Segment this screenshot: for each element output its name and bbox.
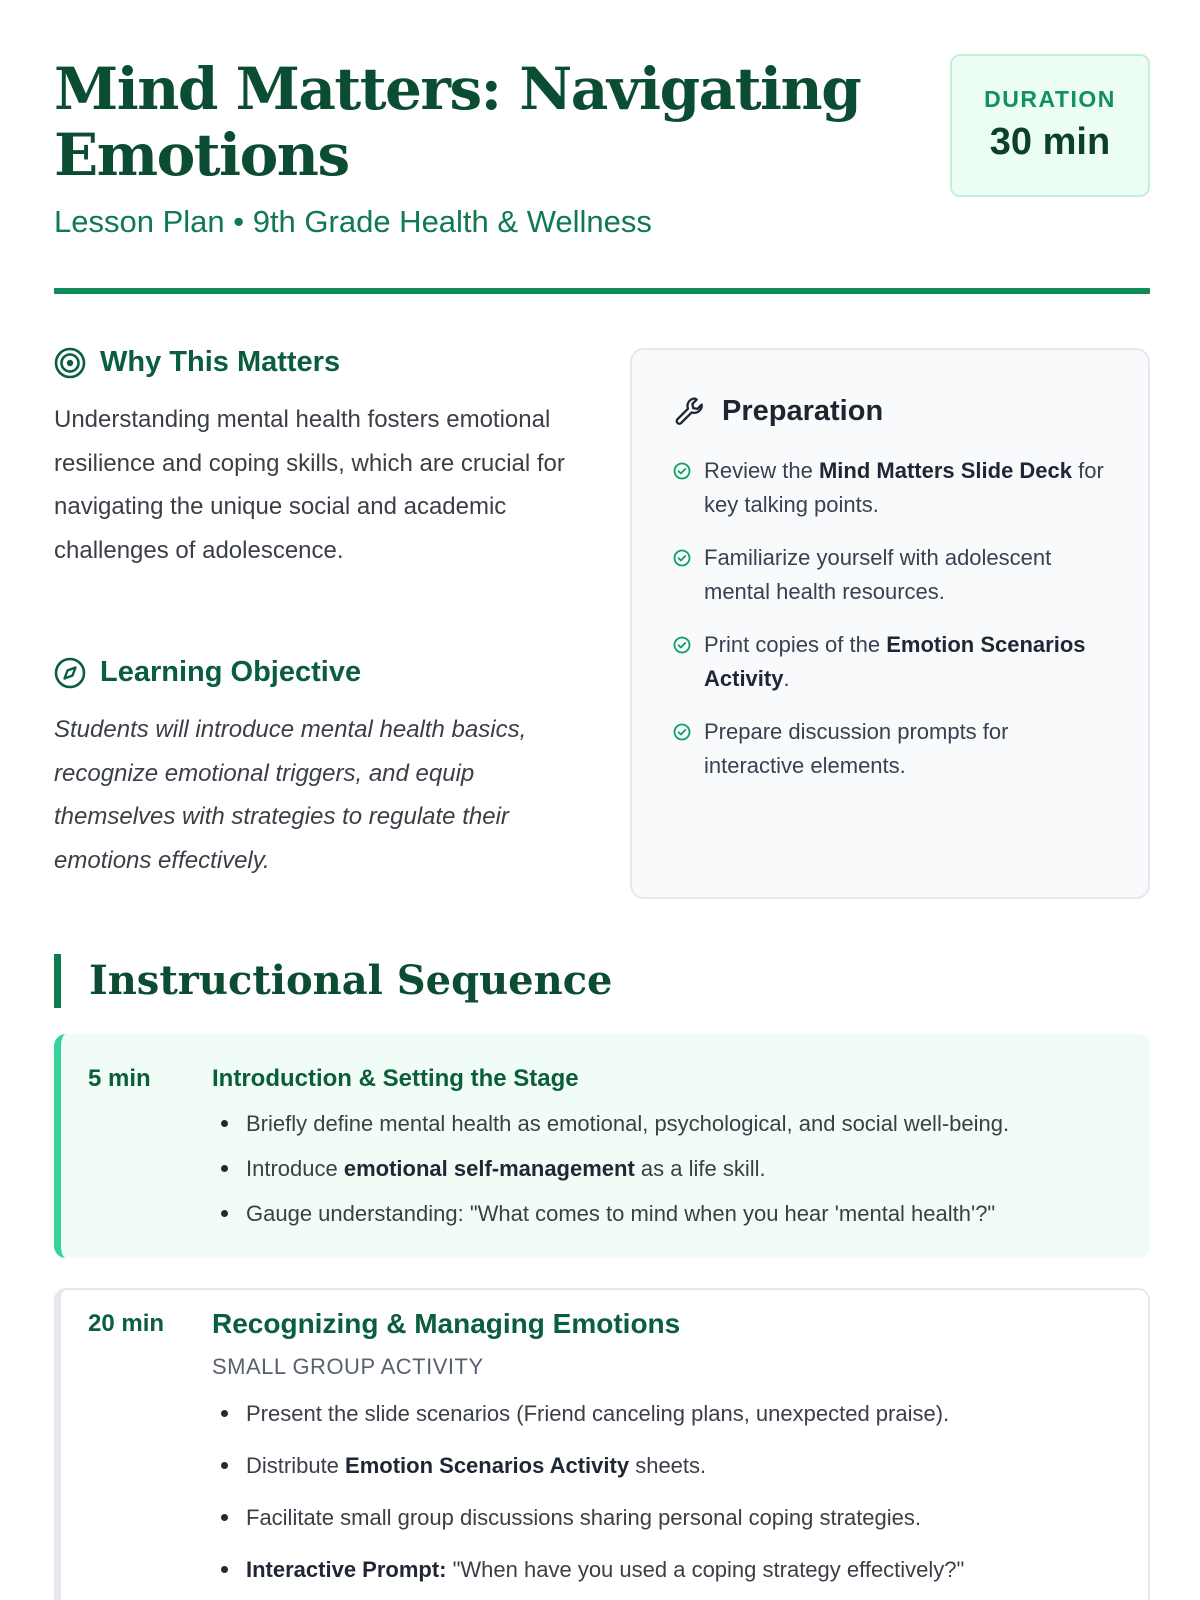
objective-text: Students will introduce mental health basics, recognize emotional triggers, and equip themselves with strategies to regulate their emotions effectively.: [54, 716, 527, 874]
list-item: Distribute Emotion Scenarios Activity sheets.: [212, 1448, 964, 1500]
wrench-icon: [672, 394, 706, 428]
prep-item-text: Familiarize yourself with adolescent mental health resources.: [704, 545, 1052, 604]
preparation-heading: [672, 394, 883, 428]
check-circle-icon: [672, 548, 692, 568]
target-icon: [54, 347, 86, 379]
step-bullets: [212, 1396, 964, 1600]
prep-item-text: Print copies of the Emotion Scenarios Activity.: [704, 632, 1086, 691]
prep-item-text: Prepare discussion prompts for interactive elements.: [704, 719, 1009, 778]
duration-badge: [950, 54, 1150, 197]
objective-heading-label: Learning Objective: [100, 656, 362, 688]
step-title: Recognizing & Managing Emotions: [212, 1308, 681, 1339]
prep-item: [672, 628, 1112, 696]
why-heading: [54, 346, 340, 379]
step-duration: 5 min: [88, 1065, 151, 1092]
check-circle-icon: [672, 461, 692, 481]
list-item: Introduce emotional self-management as a life skill.: [212, 1151, 1009, 1196]
preparation-heading-label: Preparation: [722, 394, 884, 427]
sequence-heading: Instructional Sequence: [54, 954, 613, 1008]
list-item: Present the slide scenarios (Friend canceling plans, unexpected praise).: [212, 1396, 964, 1448]
check-circle-icon: [672, 635, 692, 655]
lesson-plan-page: [54, 0, 1150, 1600]
page-title: Mind Matters: Navigating Emotions: [54, 55, 861, 189]
list-item: Facilitate small group discussions sharing personal coping strategies.: [212, 1500, 964, 1552]
list-item: Gauge understanding: "What comes to mind when you hear 'mental health'?": [212, 1196, 1009, 1241]
preparation-card: [630, 348, 1150, 899]
step-duration: 20 min: [88, 1310, 165, 1337]
compass-icon: [54, 657, 86, 689]
check-circle-icon: [672, 722, 692, 742]
step-bullets: [212, 1106, 1009, 1241]
step-tag: SMALL GROUP ACTIVITY: [212, 1354, 484, 1379]
prep-item: [672, 541, 1112, 609]
list-item: Briefly define mental health as emotional, psychological, and social well-being.: [212, 1106, 1009, 1151]
step-title: Introduction & Setting the Stage: [212, 1065, 579, 1092]
header-divider: [54, 288, 1150, 294]
sequence-step: [54, 1034, 1150, 1258]
duration-label: DURATION: [984, 86, 1116, 112]
duration-value: 30 min: [989, 121, 1111, 163]
prep-item-text: Review the Mind Matters Slide Deck for key talking points.: [704, 458, 1104, 517]
objective-heading: [54, 656, 361, 689]
why-heading-label: Why This Matters: [100, 346, 341, 378]
list-item: Interactive Prompt: "When have you used a coping strategy effectively?": [212, 1552, 964, 1600]
prep-item: [672, 715, 1112, 783]
sequence-step: [54, 1288, 1150, 1600]
why-text: Understanding mental health fosters emotional resilience and coping skills, which are crucial for navigating the unique social and academic challenges of adolescence.: [54, 406, 565, 564]
prep-item: [672, 454, 1112, 522]
page-subtitle: Lesson Plan • 9th Grade Health & Wellness: [54, 204, 652, 239]
